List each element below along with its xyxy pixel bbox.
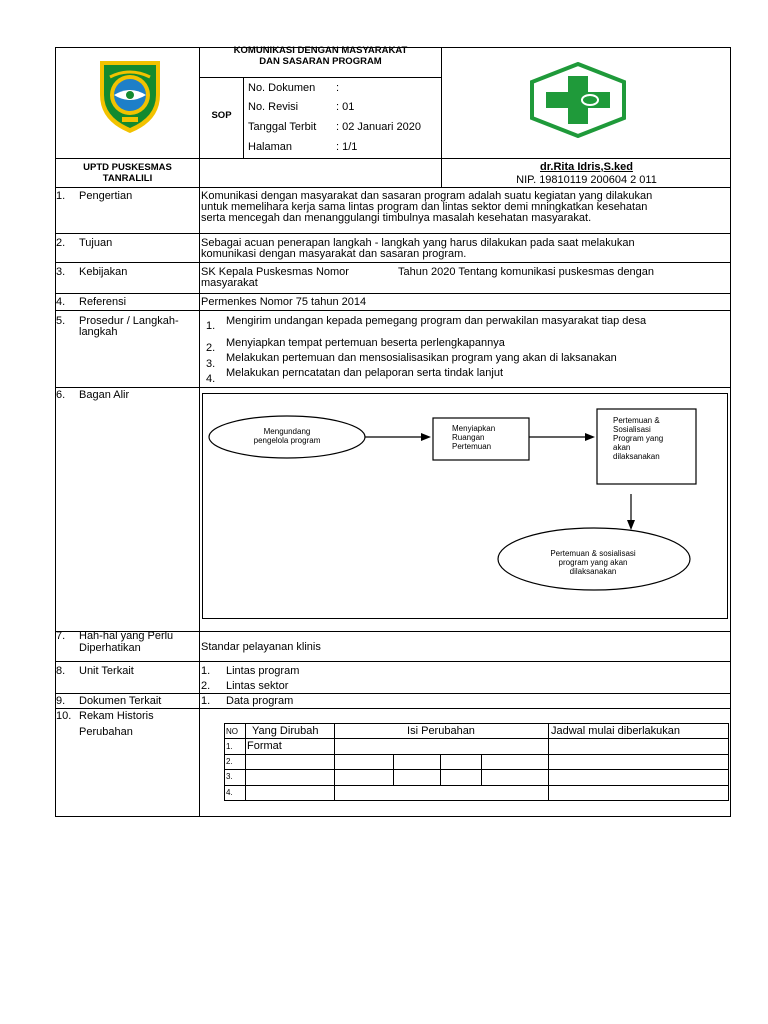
section-number: 7.: [56, 630, 66, 642]
sop-label: SOP: [211, 110, 232, 121]
table-line: [224, 785, 729, 786]
table-header: NO: [226, 727, 238, 736]
tujuan-text: Sebagai acuan penerapan langkah - langkah yang harus dilakukan pada saat melakukan: [201, 237, 635, 249]
section-label-tujuan: Tujuan: [79, 237, 113, 249]
hal-text: Standar pelayanan klinis: [201, 641, 321, 653]
section-label-kebijakan: Kebijakan: [79, 266, 128, 278]
kebijakan-text: Tahun 2020 Tentang komunikasi puskesmas dengan: [398, 266, 655, 278]
unit-item-text: Lintas sektor: [226, 680, 289, 692]
section-label-referensi: Referensi: [79, 296, 127, 308]
revision-label: No. Revisi: [248, 101, 299, 113]
unit-item-number: 1.: [201, 665, 211, 677]
section-label-prosedur: langkah: [79, 326, 118, 338]
step-number: 3.: [206, 358, 216, 370]
kebijakan-text: SK Kepala Puskesmas Nomor: [201, 266, 349, 278]
section-label-prosedur: Prosedur / Langkah-: [79, 315, 179, 327]
signer-name: dr.Rita Idris,S.ked: [540, 161, 633, 173]
section-number: 1.: [56, 190, 66, 202]
section-number: 4.: [56, 296, 66, 308]
doc-number-value: :: [336, 82, 340, 94]
table-header: Isi Perubahan: [407, 725, 475, 737]
section-label-dokumen: Dokumen Terkait: [79, 695, 162, 707]
table-row-no: 1.: [226, 742, 233, 751]
section-label-pengertian: Pengertian: [79, 190, 133, 202]
pengertian-text: untuk memelihara kerja sama lintas program dan lintas sektor demi mningkatkan kesehatan: [201, 201, 648, 213]
pengertian-text: serta mencegah dan menanggulangi timbulnya masalah kesehatan masyarakat.: [201, 212, 592, 224]
section-number: 2.: [56, 237, 66, 249]
table-header: Jadwal mulai diberlakukan: [551, 725, 681, 737]
table-line: [224, 738, 729, 739]
section-number: 10.: [56, 710, 72, 722]
step-text: Melakukan pertemuan dan mensosialisasikan program yang akan di laksanakan: [226, 352, 617, 364]
flow-node3-text: Pertemuan & Sosialisasi Program yang akan dilaksanakan: [613, 416, 664, 461]
flow-arrowhead: [585, 433, 595, 441]
table-header: Yang Dirubah: [252, 725, 319, 737]
section-label-bagan: Bagan Alir: [79, 389, 130, 401]
doc-title-line1: KOMUNIKASI DENGAN MASYARAKAT: [233, 45, 408, 56]
pengertian-text: Komunikasi dengan masyarakat dan sasaran program adalah suatu kegiatan yang dilakukan: [201, 190, 653, 202]
flow-node4-text: Pertemuan & sosialisasi program yang akan dilaksanakan: [550, 549, 636, 576]
flow-arrowhead: [421, 433, 431, 441]
doc-number-label: No. Dokumen: [248, 82, 316, 94]
table-line: [481, 754, 482, 785]
table-row-no: 4.: [226, 788, 233, 797]
dokumen-item-number: 1.: [201, 695, 211, 707]
history-table: [224, 723, 729, 801]
unit-name-line1: UPTD PUSKESMAS: [83, 162, 172, 173]
unit-item-number: 2.: [201, 680, 211, 692]
section-label-unit: Unit Terkait: [79, 665, 134, 677]
section-label-rekam: Rekam Historis: [79, 710, 154, 722]
table-line: [245, 723, 246, 801]
section-number: 8.: [56, 665, 66, 677]
step-text: Melakukan perncatatan dan pelaporan serta tindak lanjut: [226, 367, 504, 379]
step-number: 1.: [206, 320, 216, 332]
revision-value: : 01: [336, 101, 355, 113]
table-line: [440, 754, 441, 785]
section-number: 3.: [56, 266, 66, 278]
flow-arrowhead: [627, 520, 635, 530]
section-label-rekam: Perubahan: [79, 726, 133, 738]
kebijakan-text: masyarakat: [201, 277, 258, 289]
flow-node1-text: Mengundang pengelola program: [253, 427, 321, 445]
doc-title-line2: DAN SASARAN PROGRAM: [259, 56, 382, 67]
signer-nip: NIP. 19810119 200604 2 011: [516, 174, 657, 186]
unit-item-text: Lintas program: [226, 665, 300, 677]
step-text: Mengirim undangan kepada pemegang program dan perwakilan masyarakat tiap desa: [226, 315, 647, 327]
section-label-hal: Diperhatikan: [79, 642, 141, 654]
section-number: 9.: [56, 695, 66, 707]
table-row-changed: Format: [247, 740, 282, 752]
table-line: [393, 754, 394, 785]
referensi-text: Permenkes Nomor 75 tahun 2014: [201, 296, 367, 308]
section-label-hal: Hah-hal yang Perlu: [79, 630, 174, 642]
issue-date-label: Tanggal Terbit: [248, 121, 317, 133]
page-label: Halaman: [248, 141, 293, 153]
step-number: 4.: [206, 373, 216, 385]
table-row-no: 3.: [226, 772, 233, 781]
step-text: Menyiapkan tempat pertemuan beserta perlengkapannya: [226, 337, 505, 349]
dokumen-item-text: Data program: [226, 695, 294, 707]
section-number: 5.: [56, 315, 66, 327]
section-number: 6.: [56, 389, 66, 401]
step-number: 2.: [206, 342, 216, 354]
page-value: : 1/1: [336, 141, 358, 153]
table-line: [224, 754, 729, 755]
unit-name-line2: TANRALILI: [102, 173, 153, 184]
flow-node2-text: Menyiapkan Ruangan Pertemuan: [452, 424, 496, 451]
issue-date-value: : 02 Januari 2020: [336, 121, 422, 133]
tujuan-text: komunikasi dengan masyarakat dan sasaran program.: [201, 248, 467, 260]
table-line: [224, 769, 729, 770]
table-row-no: 2.: [226, 757, 233, 766]
table-line: [548, 723, 549, 801]
